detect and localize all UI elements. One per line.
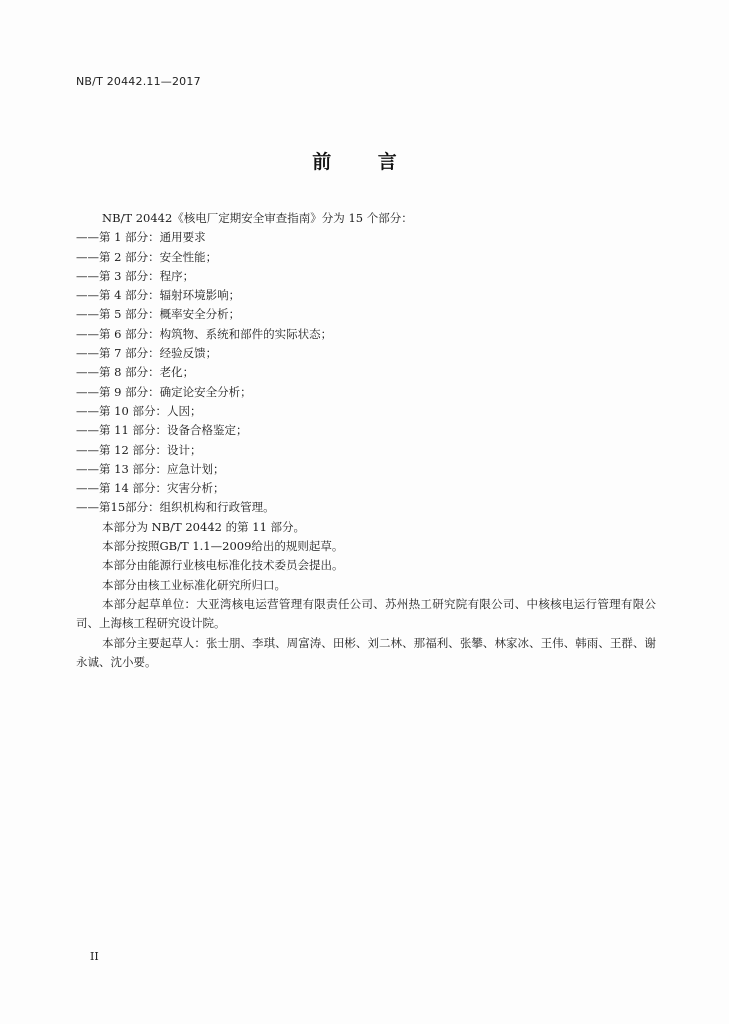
part-item-15: ——第15部分：组织机构和行政管理。: [76, 500, 275, 515]
part-item-5: ——第 5 部分：概率安全分析；: [76, 307, 241, 322]
part-item-8: ——第 8 部分：老化；: [76, 365, 195, 380]
document-code-header: NB/T 20442.11—2017: [76, 75, 201, 88]
part-item-1: ——第 1 部分：通用要求: [76, 230, 206, 245]
statement-drafting-rules: 本部分按照GB/T 1.1—2009给出的规则起草。: [102, 539, 344, 554]
statement-proposed-by: 本部分由能源行业核电标准化技术委员会提出。: [102, 558, 344, 573]
drafters-paragraph: 本部分主要起草人：张士朋、李琪、周富涛、田彬、刘二林、那福利、张攀、林家冰、王伟、韩雨、王群、谢永诚、沈小要。: [76, 635, 656, 669]
page-number: II: [90, 950, 99, 963]
foreword-body: [76, 209, 656, 672]
part-item-10: ——第 10 部分：人因；: [76, 403, 202, 418]
part-item-14: ——第 14 部分：灾害分析；: [76, 481, 225, 496]
intro-line: NB/T 20442《核电厂定期安全审查指南》分为 15 个部分：: [102, 211, 413, 225]
statement-part-number: 本部分为 NB/T 20442 的第 11 部分。: [102, 519, 306, 534]
part-item-3: ——第 3 部分：程序；: [76, 268, 195, 283]
part-item-11: ——第 11 部分：设备合格鉴定；: [76, 423, 248, 438]
part-item-9: ——第 9 部分：确定论安全分析；: [76, 384, 252, 399]
part-item-6: ——第 6 部分：构筑物、系统和部件的实际状态；: [76, 326, 333, 341]
part-item-12: ——第 12 部分：设计；: [76, 442, 202, 457]
drafting-units-paragraph: 本部分起草单位：大亚湾核电运营管理有限责任公司、苏州热工研究院有限公司、中核核电运行管理有限公司、上海核工程研究设计院。: [76, 596, 656, 631]
page-title: 前 言: [312, 151, 417, 173]
statement-centralized-by: 本部分由核工业标准化研究所归口。: [102, 577, 286, 592]
part-item-2: ——第 2 部分：安全性能；: [76, 249, 218, 264]
parts-list: [76, 228, 656, 517]
part-item-4: ——第 4 部分：辐射环境影响；: [76, 288, 241, 303]
part-item-13: ——第 13 部分：应急计划；: [76, 461, 225, 476]
part-item-7: ——第 7 部分：经验反馈；: [76, 346, 218, 361]
